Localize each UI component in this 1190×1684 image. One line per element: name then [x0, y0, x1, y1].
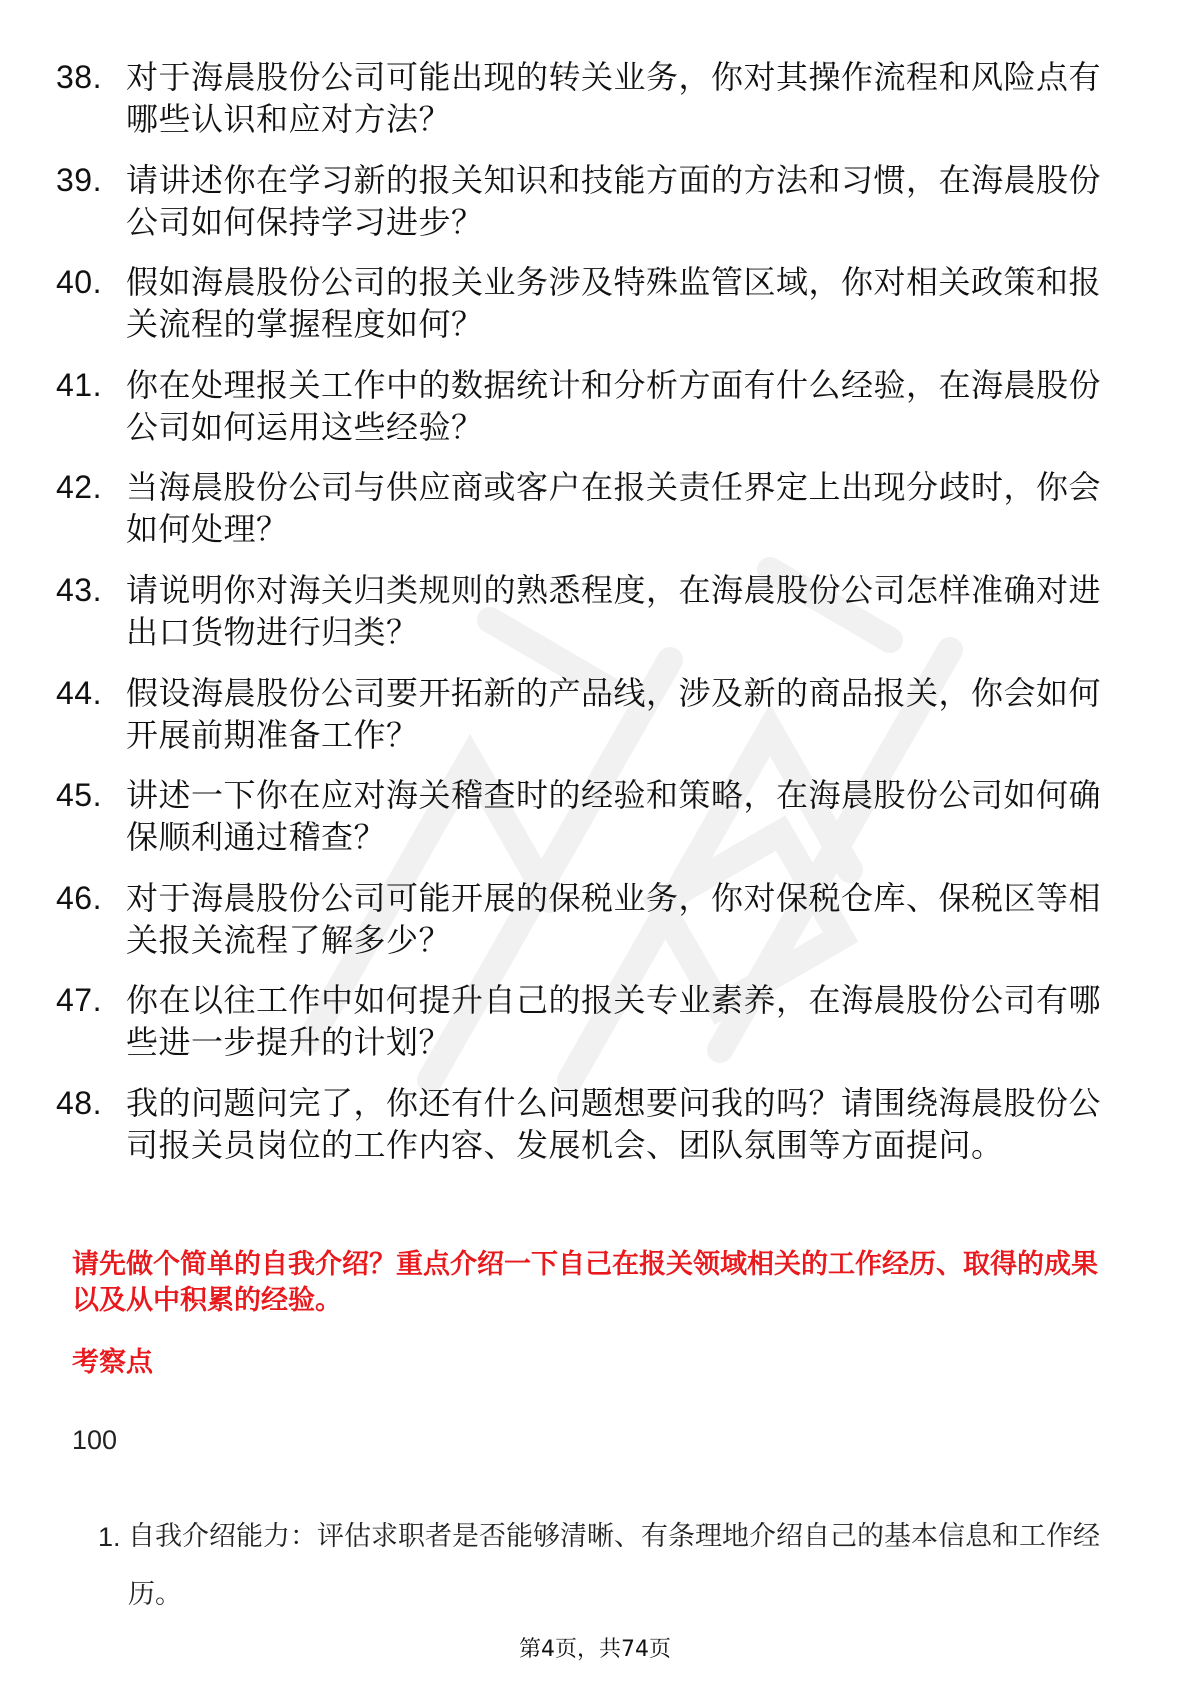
question-number: 43.: [56, 571, 102, 608]
assessment-points: [98, 1508, 1128, 1624]
question-number: 46.: [56, 879, 102, 916]
question-number: 40.: [56, 264, 102, 301]
question-item: [56, 774, 1116, 858]
question-number: 48.: [56, 1084, 102, 1121]
question-number: 47.: [56, 982, 102, 1019]
question-text: 你在处理报关工作中的数据统计和分析方面有什么经验，在海晨股份公司如何运用这些经验？: [126, 365, 1102, 446]
question-item: [56, 466, 1116, 550]
section-label: 考察点: [72, 1347, 153, 1378]
question-item: [56, 1082, 1116, 1166]
interview-prompt: 请先做个简单的自我介绍？重点介绍一下自己在报关领域相关的工作经历、取得的成果以及从中积累的经验。: [72, 1249, 1098, 1316]
question-item: [56, 569, 1116, 653]
question-text: 请讲述你在学习新的报关知识和技能方面的方法和习惯，在海晨股份公司如何保持学习进步？: [126, 160, 1102, 241]
question-list: [56, 56, 1116, 1185]
question-item: [56, 979, 1116, 1063]
page-footer: 第4页，共74页: [519, 1637, 671, 1662]
question-text: 假设海晨股份公司要开拓新的产品线，涉及新的商品报关，你会如何开展前期准备工作？: [126, 673, 1102, 754]
question-text: 你在以往工作中如何提升自己的报关专业素养，在海晨股份公司有哪些进一步提升的计划？: [126, 981, 1102, 1062]
question-item: [56, 56, 1116, 140]
point-number: 1.: [98, 1522, 121, 1552]
question-number: 39.: [56, 161, 102, 198]
question-number: 42.: [56, 469, 102, 506]
question-item: [56, 364, 1116, 448]
question-text: 当海晨股份公司与供应商或客户在报关责任界定上出现分歧时，你会如何处理？: [126, 468, 1102, 549]
question-number: 38.: [56, 59, 102, 95]
question-text: 假如海晨股份公司的报关业务涉及特殊监管区域，你对相关政策和报关流程的掌握程度如何？: [126, 263, 1102, 344]
question-item: [56, 672, 1116, 756]
question-number: 44.: [56, 674, 102, 711]
question-item: [56, 261, 1116, 345]
question-number: 41.: [56, 366, 102, 403]
question-item: [56, 159, 1116, 243]
question-text: 对于海晨股份公司可能开展的保税业务，你对保税仓库、保税区等相关报关流程了解多少？: [126, 878, 1102, 959]
score-value: 100: [72, 1425, 118, 1455]
assessment-point: [98, 1508, 1128, 1624]
question-text: 讲述一下你在应对海关稽查时的经验和策略，在海晨股份公司如何确保顺利通过稽查？: [126, 776, 1102, 857]
question-text: 请说明你对海关归类规则的熟悉程度，在海晨股份公司怎样准确对进出口货物进行归类？: [126, 570, 1102, 651]
question-item: [56, 877, 1116, 961]
question-text: 对于海晨股份公司可能出现的转关业务，你对其操作流程和风险点有哪些认识和应对方法？: [126, 58, 1102, 138]
point-text: 自我介绍能力：评估求职者是否能够清晰、有条理地介绍自己的基本信息和工作经历。: [128, 1521, 1100, 1610]
question-number: 45.: [56, 777, 102, 814]
question-text: 我的问题问完了，你还有什么问题想要问我的吗？请围绕海晨股份公司报关员岗位的工作内容、发展机会、团队氛围等方面提问。: [126, 1083, 1102, 1164]
